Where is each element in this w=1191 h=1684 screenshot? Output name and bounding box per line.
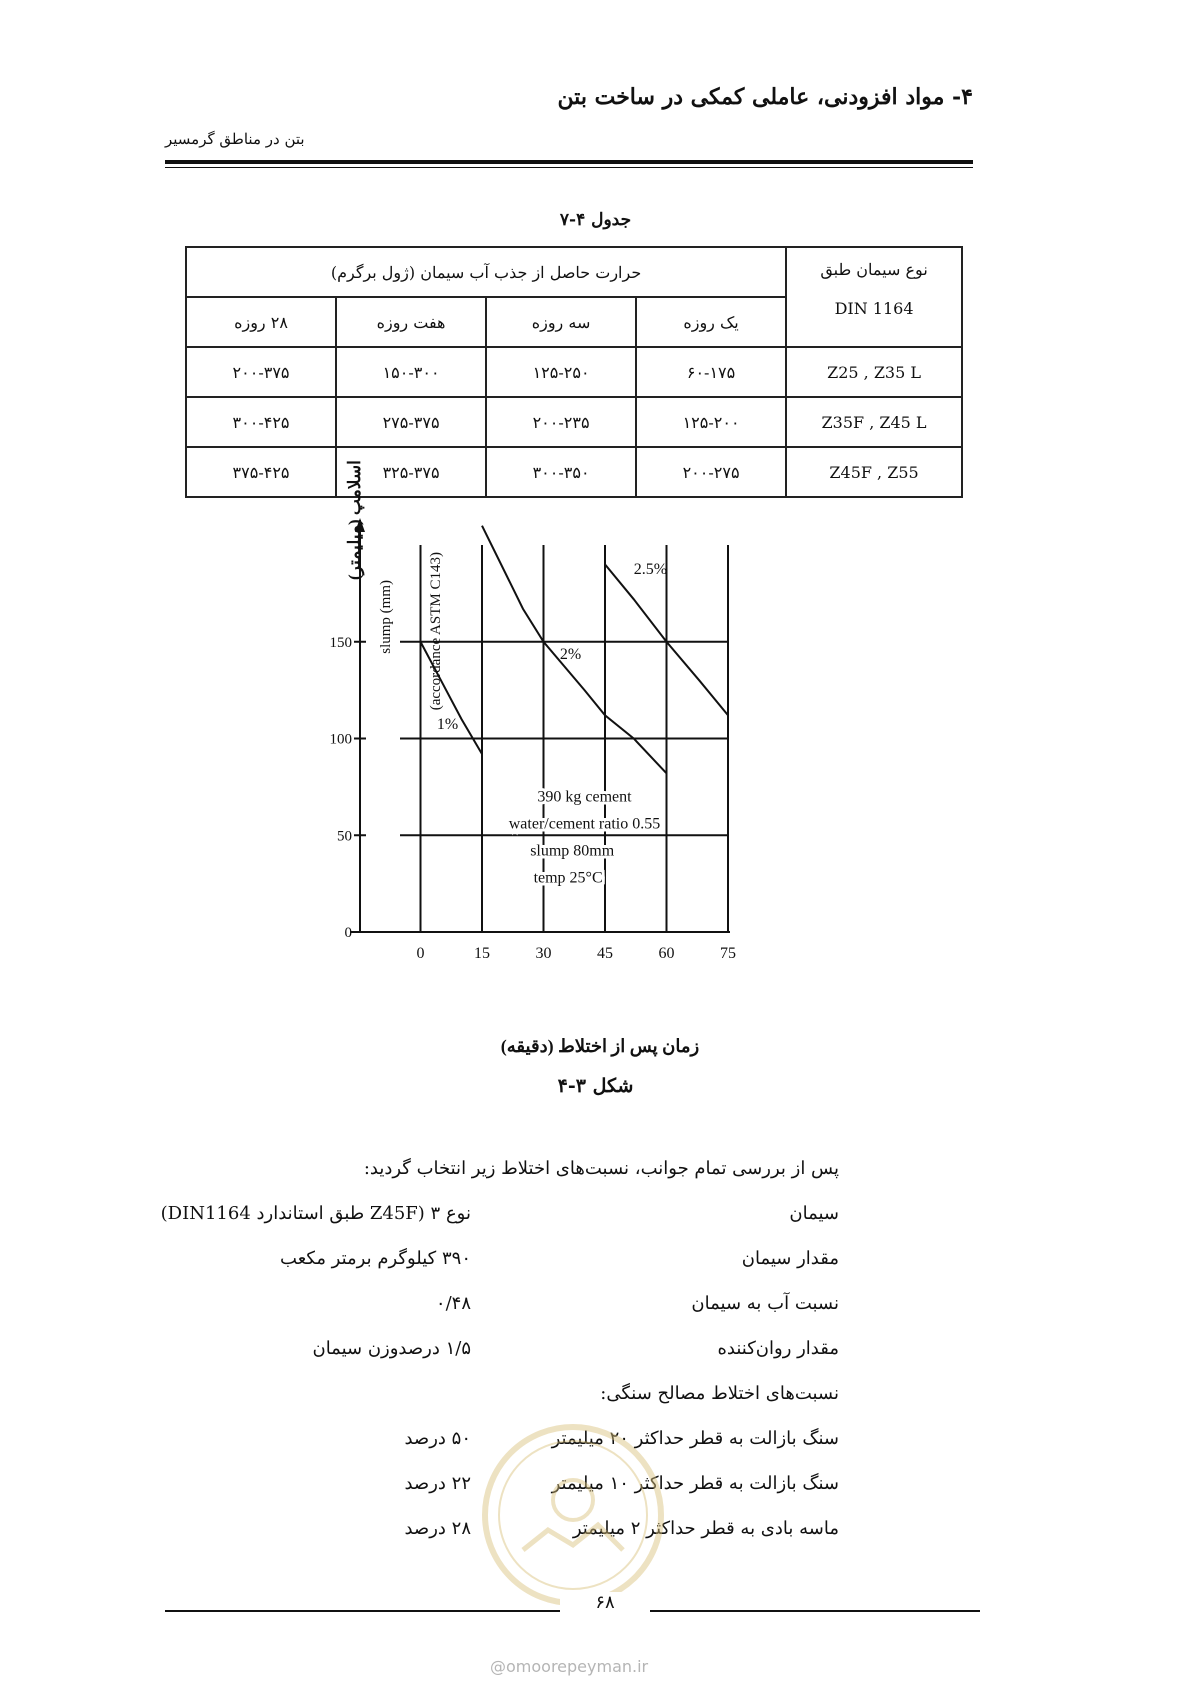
x-tick-label: 75 <box>720 945 736 962</box>
series-label: 2.5% <box>633 561 668 579</box>
chart-annotation: 390 kg cement <box>537 788 632 806</box>
header-rule-thin <box>165 167 973 168</box>
page-number: ۶۸ <box>560 1592 650 1613</box>
table-cell: ۶۰-۱۷۵ <box>636 347 786 397</box>
table-cell: ۳۰۰-۳۵۰ <box>486 447 636 497</box>
table-cell: ۲۰۰-۲۳۵ <box>486 397 636 447</box>
spec-value: ۱/۵ درصدوزن سیمان <box>312 1338 471 1359</box>
cement-type-cell: Z35F , Z45 L <box>786 397 962 447</box>
cement-type-header-cell <box>786 247 962 347</box>
chart-annotations <box>509 788 661 886</box>
aggregate-value: ۲۸ درصد <box>404 1518 471 1539</box>
x-tick-label: 0 <box>416 945 425 962</box>
aggregate-label: سنگ بازالت به قطر حداکثر ۲۰ میلیمتر <box>551 1428 839 1449</box>
spec-label: مقدار سیمان <box>741 1248 839 1269</box>
y-tick-label: 0 <box>344 925 352 941</box>
x-tick-label: 15 <box>474 945 490 962</box>
watermark-text: @omoorepeyman.ir <box>490 1657 649 1676</box>
x-axis-label: زمان پس از اختلاط (دقیقه) <box>500 1036 700 1056</box>
chart-annotation: slump 80mm <box>530 842 615 860</box>
chart-annotation: water/cement ratio 0.55 <box>508 815 661 833</box>
aggregate-heading: نسبت‌های اختلاط مصالح سنگی: <box>600 1383 839 1404</box>
table-cell: ۳۲۵-۳۷۵ <box>336 447 486 497</box>
table-row <box>186 347 962 397</box>
spec-value: ۰/۴۸ <box>435 1293 471 1314</box>
table-cell: ۲۰۰-۲۷۵ <box>636 447 786 497</box>
chapter-title: ۴- مواد افزودنی، عاملی کمکی در ساخت بتن <box>557 84 973 110</box>
y-axis-note: (accordance ASTM C143) <box>428 552 444 711</box>
cement-type-cell: Z25 , Z35 L <box>786 347 962 397</box>
watermark-seal <box>478 1420 668 1610</box>
heat-header: حرارت حاصل از جذب آب سیمان (ژول برگرم) <box>186 247 786 297</box>
aggregate-label: سنگ بازالت به قطر حداکثر ۱۰ میلیمتر <box>551 1473 839 1494</box>
spec-label: مقدار روان‌کننده <box>717 1338 839 1359</box>
column-header: یک روزه <box>636 297 786 347</box>
spec-value: ۳۹۰ کیلوگرم برمتر مکعب <box>280 1248 471 1269</box>
aggregate-value: ۲۲ درصد <box>404 1473 471 1494</box>
aggregate-value: ۵۰ درصد <box>404 1428 471 1449</box>
table-cell: ۲۰۰-۳۷۵ <box>186 347 336 397</box>
table-cell: ۱۵۰-۳۰۰ <box>336 347 486 397</box>
table-cell: ۳۷۵-۴۲۵ <box>186 447 336 497</box>
spec-value: نوع ۳ (Z45F طبق استاندارد DIN1164) <box>160 1203 471 1224</box>
chart-annotation: temp 25°C <box>533 869 603 887</box>
heat-table <box>185 246 963 498</box>
x-tick-label: 60 <box>658 945 675 962</box>
series-label: 2% <box>559 646 582 664</box>
y-tick-label: 50 <box>337 828 352 845</box>
x-tick-label: 45 <box>597 945 613 962</box>
column-header: هفت روزه <box>336 297 486 347</box>
column-header: ۲۸ روزه <box>186 297 336 347</box>
table-row <box>186 397 962 447</box>
y-axis-label-fa: اسلامپ (میلیمتر) <box>345 460 364 580</box>
x-tick-label: 30 <box>535 945 552 962</box>
spec-label: نسبت آب به سیمان <box>691 1293 839 1314</box>
table-caption: جدول ۴-۷ <box>559 210 632 230</box>
table-cell: ۲۷۵-۳۷۵ <box>336 397 486 447</box>
spec-label: سیمان <box>789 1203 839 1224</box>
cement-type-header: نوع سیمان طبق <box>820 260 928 279</box>
y-tick-label: 100 <box>329 731 352 748</box>
table-cell: ۱۲۵-۲۵۰ <box>486 347 636 397</box>
column-header: سه روزه <box>486 297 636 347</box>
figure-caption: شکل ۳-۴ <box>557 1075 634 1097</box>
series-label: 1% <box>436 715 459 733</box>
table-row <box>186 447 962 497</box>
cement-type-cell: Z45F , Z55 <box>786 447 962 497</box>
running-header: بتن در مناطق گرمسیر <box>165 130 305 148</box>
standard-label: DIN 1164 <box>834 299 914 318</box>
aggregate-label: ماسه بادی به قطر حداکثر ۲ میلیمتر <box>572 1518 839 1539</box>
table-cell: ۳۰۰-۴۲۵ <box>186 397 336 447</box>
header-rule <box>165 160 973 164</box>
y-axis-label-en: slump (mm) <box>378 580 394 654</box>
table-cell: ۱۲۵-۲۰۰ <box>636 397 786 447</box>
y-tick-label: 150 <box>329 634 352 651</box>
intro-paragraph: پس از بررسی تمام جوانب، نسبت‌های اختلاط زیر انتخاب گردید: <box>363 1158 839 1179</box>
